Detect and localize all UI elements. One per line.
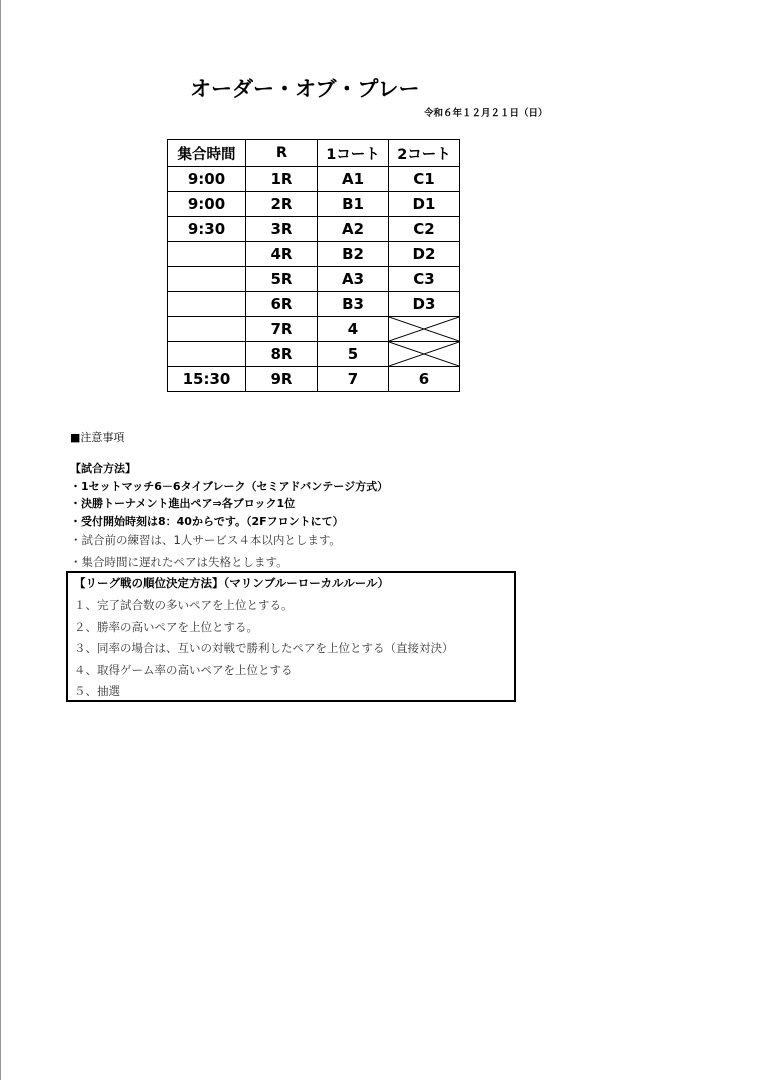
table-row (168, 167, 460, 192)
cell-round: 4R (246, 242, 318, 267)
cross-out-mark (389, 342, 459, 366)
cell-time (168, 342, 246, 367)
cell-court2-crossed-out (389, 317, 460, 342)
cell-court2: C2 (389, 217, 460, 242)
page-left-edge (0, 0, 1, 1080)
header-round: R (246, 140, 318, 167)
cell-time (168, 242, 246, 267)
header-court1: 1コート (318, 140, 389, 167)
cell-court2: D1 (389, 192, 460, 217)
cell-round: 1R (246, 167, 318, 192)
header-court2: 2コート (389, 140, 460, 167)
cell-court1: B1 (318, 192, 389, 217)
note-item: ・試合前の練習は、1人サービス４本以内とします。 (70, 533, 341, 547)
cell-time (168, 267, 246, 292)
league-ranking-box (66, 571, 516, 702)
match-method-section (70, 460, 388, 530)
ranking-rule: ５、抽選 (74, 684, 120, 698)
notes-heading: ■注意事項 (70, 431, 125, 444)
cell-court1: B3 (318, 292, 389, 317)
cell-court2-crossed-out (389, 342, 460, 367)
table-row (168, 242, 460, 267)
cell-round: 2R (246, 192, 318, 217)
cell-court1: A2 (318, 217, 389, 242)
table-row (168, 317, 460, 342)
ranking-rule: ２、勝率の高いペアを上位とする。 (74, 619, 258, 634)
cell-court2: D2 (389, 242, 460, 267)
cell-round: 5R (246, 267, 318, 292)
cell-court2: 6 (389, 367, 460, 392)
cell-court2: C3 (389, 267, 460, 292)
event-date: 令和６年１２月２１日（日） (424, 108, 548, 119)
cell-round: 6R (246, 292, 318, 317)
cell-round: 7R (246, 317, 318, 342)
order-of-play-table (167, 139, 460, 392)
table-row (168, 292, 460, 317)
league-ranking-title: 【リーグ戦の順位決定方法】（マリンブルーローカルルール） (74, 576, 390, 590)
table-row (168, 192, 460, 217)
cell-round: 3R (246, 217, 318, 242)
match-method-item: ・1セットマッチ6－6タイブレーク（セミアドバンテージ方式） (70, 479, 389, 493)
cell-time: 15:30 (168, 367, 246, 392)
ranking-rule: ３、同率の場合は、互いの対戦で勝利したペアを上位とする（直接対決） (74, 641, 454, 655)
cross-out-mark (389, 317, 459, 341)
cell-court1: 5 (318, 342, 389, 367)
ranking-rule: １、完了試合数の多いペアを上位とする。 (74, 598, 293, 612)
table-row (168, 367, 460, 392)
table-row (168, 267, 460, 292)
general-notes (70, 529, 341, 573)
page-title: オーダー・オブ・プレー (190, 77, 420, 101)
cell-time: 9:00 (168, 167, 246, 192)
match-method-item: ・決勝トーナメント進出ペア⇒各ブロック1位 (70, 497, 296, 510)
match-method-heading: 【試合方法】 (70, 462, 136, 475)
table-row (168, 342, 460, 367)
cell-court1: 7 (318, 367, 389, 392)
table-row (168, 217, 460, 242)
cell-court2: C1 (389, 167, 460, 192)
cell-court1: 4 (318, 317, 389, 342)
table-header-row (168, 140, 460, 167)
cell-court1: A3 (318, 267, 389, 292)
cell-round: 8R (246, 342, 318, 367)
cell-court1: A1 (318, 167, 389, 192)
note-item: ・集合時間に遅れたペアは失格とします。 (70, 555, 288, 569)
cell-round: 9R (246, 367, 318, 392)
cell-time (168, 292, 246, 317)
league-ranking-rules (74, 595, 454, 703)
cell-court1: B2 (318, 242, 389, 267)
header-time: 集合時間 (168, 140, 246, 167)
cell-time: 9:30 (168, 217, 246, 242)
cell-time (168, 317, 246, 342)
ranking-rule: ４、取得ゲーム率の高いペアを上位とする (74, 662, 293, 677)
cell-court2: D3 (389, 292, 460, 317)
cell-time: 9:00 (168, 192, 246, 217)
match-method-item: ・受付開始時刻は8：40からです。（2Fフロントにて） (70, 514, 344, 528)
